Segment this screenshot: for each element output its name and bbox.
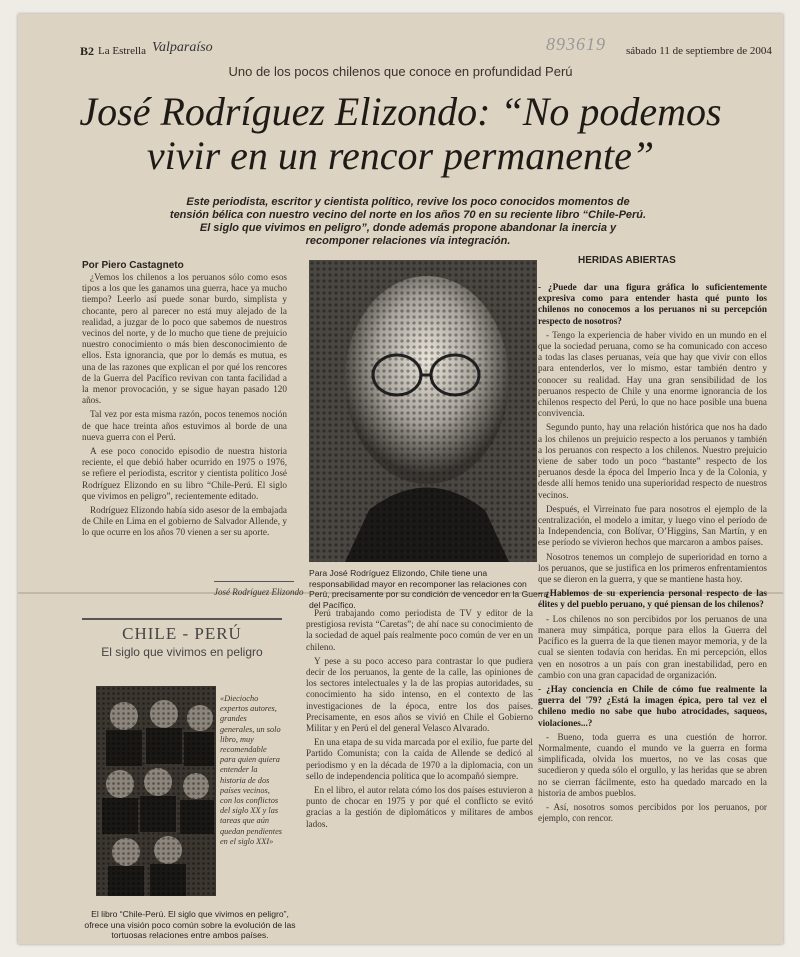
- interview-answer: - Tengo la experiencia de haber vivido en un mundo en el que la sociedad peruana, como se ha comunicado con acceso a todas las clases peruanas, veía que hay que vivir con ellos para entenderlos, ver lo mismo, estar también dentro y conocer su realidad. Hay una gran sensibilidad de los peruanos respecto de Chile y una enorme ignorancia de los chilenos respecto del Perú, lo que no hace posible una buena convivencia.: [538, 329, 767, 419]
- interview-answer: - Los chilenos no son percibidos por los peruanos de una manera muy simpática, porque para ellos la Guerra del Pacífico es la guerra de la que tienen mayor memoria, y de la cual se sienten todavía con heridas. En mi percepción, ellos ven en nosotros a un país con gran inestabilidad, pero en cambio con una gran capacidad de organización.: [538, 613, 767, 680]
- book-box-subtitle: El siglo que vivimos en peligro: [101, 645, 263, 659]
- newspaper-page: [18, 14, 783, 944]
- paragraph: En una etapa de su vida marcada por el exilio, fue parte del Partido Comunista; con la caída de Allende se dedicó al periodismo y en la década de 1970 a la diplomacia, con un sello de independencia política que lo acompañó siempre.: [306, 737, 533, 781]
- interview-question: - ¿Puede dar una figura gráfica lo suficientemente expresiva como para entender hasta qué punto los chilenos no conocemos a los peruanos ni su percepción respecto de nosotros?: [538, 282, 767, 326]
- page-header: [18, 34, 783, 64]
- interview-question: - ¿Hay conciencia en Chile de cómo fue realmente la guerra del '79? ¿Está la imagen épica, pero tal vez el chileno medio no sabe que hubo atrocidades, saqueos, violaciones...?: [538, 683, 767, 728]
- kicker: Uno de los pocos chilenos que conoce en profundidad Perú: [228, 64, 573, 79]
- handwritten-archive-number: 893619: [546, 34, 606, 54]
- paragraph: ¿Vemos los chilenos a los peruanos sólo como esos tipos a los que les ganamos una guerra, hace ya mucho tiempo? Leerlo así puede sonar burdo, simplista y chocante, pero al parecer no está muy alejado de la realidad, a juzgar de lo poco que sabemos de nuestros vecinos del norte, y de lo mucho que tiene de prejuicio nuestro conocimiento o más bien desconocimiento de ellos. Esta ignorancia, que por lo demás es mutua, es una de las razones que explican el por qué los rencores de la Guerra del Pacífico revivan con tanta facilidad a la menor provocación, y se sigue hayan pasado 120 años.: [82, 272, 287, 406]
- section-subhead: HERIDAS ABIERTAS: [578, 255, 676, 266]
- photo-caption: Para José Rodríguez Elizondo, Chile tiene una responsabilidad mayor en recomponer las relaciones con Perú, precisamente por su condición de vencedor en la Guerra del Pacífico.: [309, 568, 549, 610]
- box-rule: [82, 618, 282, 620]
- paragraph: Y pese a su poco acceso para contrastar lo que pudiera decir de los peruanos, la gente de la calle, las opiniones de los sectores intelectuales y la de las propias autoridades, su conocimiento ha sido intenso, en el contexto de las investigaciones de la época, entre los dos países. Precisamente, en esos años se vivió en Chile el Gobierno Militar y en Perú el del general Velasco Alvarado.: [306, 655, 533, 734]
- paragraph: Rodríguez Elizondo había sido asesor de la embajada de Chile en Lima en el gobierno de Salvador Allende, y lo que ocurre en los años 70 vienen a ser su aporte.: [82, 505, 287, 538]
- portrait-image: [309, 260, 537, 562]
- byline: Por Piero Castagneto: [82, 260, 184, 271]
- headline: José Rodríguez Elizondo: “No podemos vivir en un rencor permanente”: [79, 89, 722, 178]
- interview-answer: Después, el Virreinato fue para nosotros el ejemplo de la centralización, el modelo a imitar, y luego vino el período de la Independencia, con Bolívar, O’Higgins, San Martín, y en ese período se vivieron hechos que marcaron a ambos países.: [538, 503, 767, 548]
- paragraph: En el libro, el autor relata cómo los dos países estuvieron a punto de chocar en 1975 y por qué el conflicto se evitó gracias a la gestión de diplomáticos y militares de ambos lados.: [306, 785, 533, 829]
- page-number: B2: [80, 44, 95, 58]
- issue-date: sábado 11 de septiembre de 2004: [626, 45, 772, 57]
- interview-answer: Segundo punto, hay una relación histórica que nos ha dado a los chilenos un prejuicio respecto a los peruanos y también a los peruanos con respecto a los chilenos. Nuestro prejuicio viene de saber todo un poco “bastante” respecto de los peruanos desde la época del Imperio Inca y de la Colonia, y desde allí hemos tenido una superioridad respecto de nuestros vecinos.: [538, 422, 767, 500]
- author-signature: José Rodríguez Elizondo: [214, 587, 304, 597]
- interview-answer: Nosotros tenemos un complejo de superioridad en torno a los peruanos, que se justifica en los primeros enfrentamientos que se dieron en la guerra, y que se mantiene hasta hoy.: [538, 551, 767, 585]
- book-box-text: «Dieciocho expertos autores, grandes generales, un solo libro, muy recomendable para quien quiera entender la historia de dos países vecinos, con los conflictos del siglo XX y las tareas que aún quedan pendientes en el siglo XXI»: [220, 694, 282, 846]
- article-column-2: [306, 608, 533, 920]
- deck: Este periodista, escritor y cientista político, revive los poco conocidos momentos de tensión bélica con nuestro vecino del norte en los años 70 en su reciente libro “Chile-Perú. El siglo que vivimos en peligro”, donde además propone abandonar la inercia y recomponer relaciones vía integración.: [169, 196, 647, 247]
- book-cover-figures: [96, 686, 216, 896]
- article-column-1: [82, 272, 287, 572]
- interview-question: - ¿Hablemos de su experiencia personal respecto de las élites y del pueblo peruano, y qué piensan de los chilenos?: [538, 588, 767, 610]
- newspaper-name: La Estrella: [98, 45, 146, 57]
- paragraph: A ese poco conocido episodio de nuestra historia reciente, el que debió haber ocurrido en 1975 o 1976, se refiere el periodista, escritor y cientista político José Rodríguez Elizondo en su libro “Chile-Perú. El siglo que vivimos en peligro”, recientemente editado.: [82, 446, 287, 501]
- book-caption: El libro “Chile-Perú. El siglo que vivimos en peligro”, ofrece una visión poco común sobre la evolución de las tortuosas relaciones entre ambos países.: [84, 909, 296, 940]
- book-box-title: CHILE - PERÚ: [122, 624, 242, 643]
- interview-answer: - Así, nosotros somos percibidos por los peruanos, por ejemplo, con rencor.: [538, 801, 767, 824]
- interview-answer: - Bueno, toda guerra es una cuestión de horror. Normalmente, cuando el mundo ve la guerra en forma simplificada, olvida los muertos, no ve las cosas que sucedieron y queda sólo el orgullo, y las heridas que se abren no se cierran fácilmente, esto ha quedado marcado en la historia de ambos pueblos.: [538, 731, 767, 798]
- handwritten-section: Valparaíso: [152, 40, 213, 55]
- portrait-photo: [309, 260, 537, 562]
- article-column-3: [538, 282, 767, 936]
- paragraph: Perú trabajando como periodista de TV y editor de la prestigiosa revista “Caretas”; de ahí nace su conocimiento de la sociedad de aquel país realmente poco común de ver en un chileno.: [306, 608, 533, 652]
- signature-rule: [214, 581, 294, 582]
- book-cover-image: [96, 686, 216, 896]
- paragraph: Tal vez por esta misma razón, pocos tenemos noción de que hace treinta años estuvimos al borde de una nueva guerra con el Perú.: [82, 409, 287, 442]
